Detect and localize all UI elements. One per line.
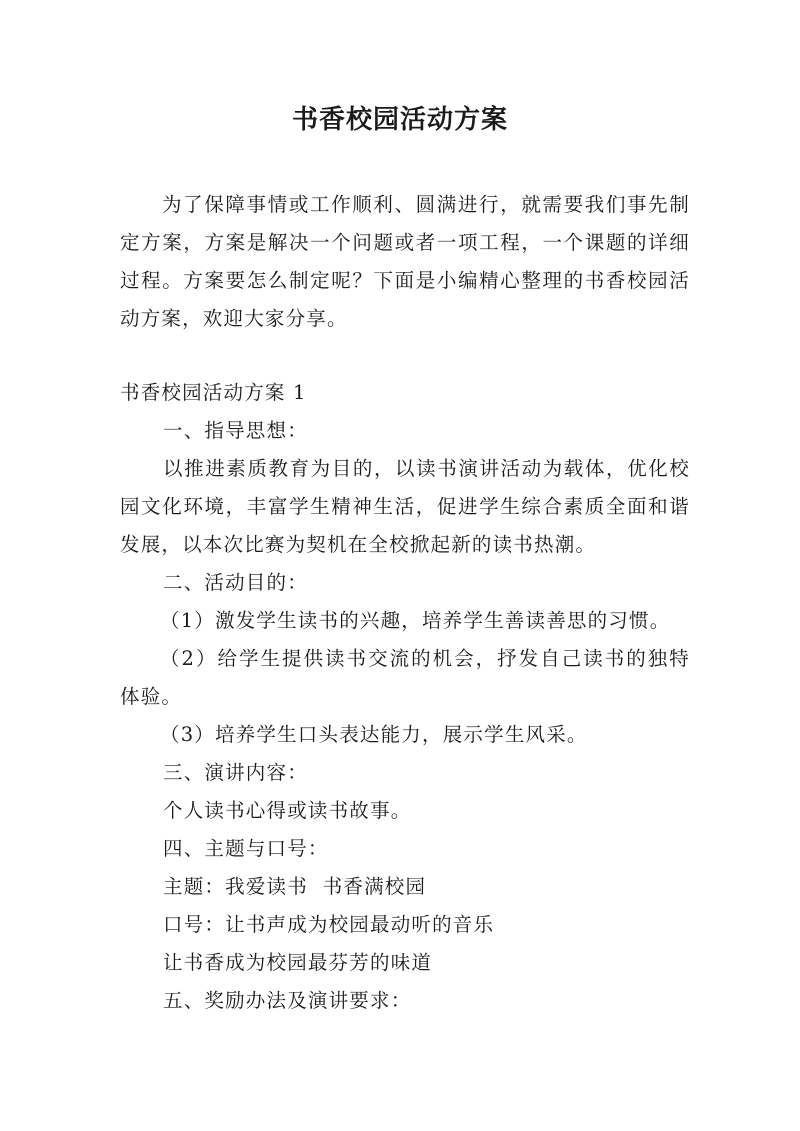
slogan-line-2: 让书香成为校园最芬芳的味道 (163, 951, 433, 974)
content-heading: 三、演讲内容： (163, 761, 308, 784)
theme-heading: 四、主题与口号： (163, 837, 329, 860)
guiding-heading: 一、指导思想： (163, 419, 308, 442)
guiding-paragraph: 以推进素质教育为目的，以读书演讲活动为载体，优化校园文化环境，丰富学生精神生活，促进学生综合素质全面和谐发展，以本次比赛为契机在全校掀起新的读书热潮。 (120, 457, 690, 556)
purpose-item-1: （1）激发学生读书的兴趣，培养学生善读善思的习惯。 (160, 609, 671, 632)
purpose-heading: 二、活动目的： (163, 571, 308, 594)
theme-text: 主题：我爱读书 书香满校园 (163, 875, 427, 898)
purpose-item-2: （2）给学生提供读书交流的机会，抒发自己读书的独特体验。 (120, 647, 690, 708)
document-title: 书香校园活动方案 (291, 105, 508, 135)
reward-heading: 五、奖励办法及演讲要求： (163, 989, 412, 1012)
section-heading: 书香校园活动方案 1 (120, 381, 307, 404)
purpose-item-3: （3）培养学生口头表达能力，展示学生风采。 (160, 723, 588, 746)
slogan-line-1: 口号：让书声成为校园最动听的音乐 (163, 913, 495, 936)
content-text: 个人读书心得或读书故事。 (163, 799, 412, 822)
intro-paragraph: 为了保障事情或工作顺利、圆满进行，就需要我们事先制定方案，方案是解决一个问题或者一项工程，一个课题的详细过程。方案要怎么制定呢？下面是小编精心整理的书香校园活动方案，欢迎大家分享。 (120, 193, 690, 330)
